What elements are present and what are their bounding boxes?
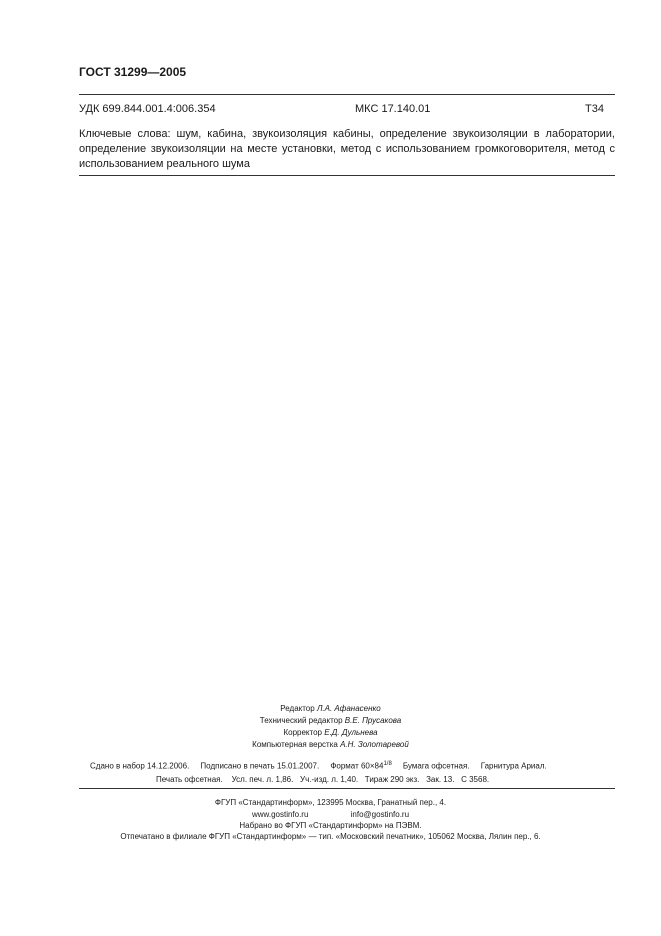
mks-code: МКС 17.140.01 [355, 103, 431, 115]
top-rule [79, 94, 615, 95]
group-code: Т34 [585, 103, 604, 115]
format-fraction: 1/8 [383, 761, 392, 767]
credit-tech-editor: Технический редактор В.Е. Прусакова [259, 716, 402, 725]
publisher-address: ФГУП «Стандартинформ», 123995 Москва, Гранатный пер., 4. [214, 798, 447, 807]
keywords-line: использованием реального шума [79, 158, 250, 170]
credit-editor: Редактор Л.А. Афанасенко [280, 704, 381, 713]
credit-layout: Компьютерная верстка А.Н. Золотаревой [252, 740, 409, 749]
publisher-contacts [0, 810, 661, 819]
keywords [79, 127, 615, 172]
keywords-line: определение звукоизоляции на месте установки, метод с использованием громкоговорителя, метод с [79, 143, 615, 155]
publisher-printed: Отпечатано в филиале ФГУП «Стандартинформ» — тип. «Московский печатник», 105062 Москва, Лялин пер., 6. [120, 832, 541, 841]
publisher-website: www.gostinfo.ru [251, 810, 309, 819]
colophon-line-2: Печать офсетная. Усл. печ. л. 1,86. Уч.-изд. л. 1,40. Тираж 290 экз. Зак. 13. С 3568. [156, 775, 490, 784]
udc-code: УДК 699.844.001.4:006.354 [79, 103, 216, 115]
colophon-line-1: Сдано в набор 14.12.2006. Подписано в печать 15.01.2007. Формат $60\times 84^{1/8}$ Бумага офсетная. Гарнитура Ариал. [90, 761, 547, 771]
credit-proofreader: Корректор Е.Д. Дульнева [283, 728, 378, 737]
publisher-email: info@gostinfo.ru [350, 810, 410, 819]
publisher-typeset: Набрано во ФГУП «Стандартинформ» на ПЭВМ. [239, 821, 422, 830]
standard-code: ГОСТ 31299—2005 [79, 65, 187, 79]
keywords-line: Ключевые слова: шум, кабина, звукоизоляция кабины, определение звукоизоляции в лаборатории, [79, 128, 615, 140]
colophon-rule [79, 788, 615, 789]
keywords-rule [79, 175, 615, 176]
